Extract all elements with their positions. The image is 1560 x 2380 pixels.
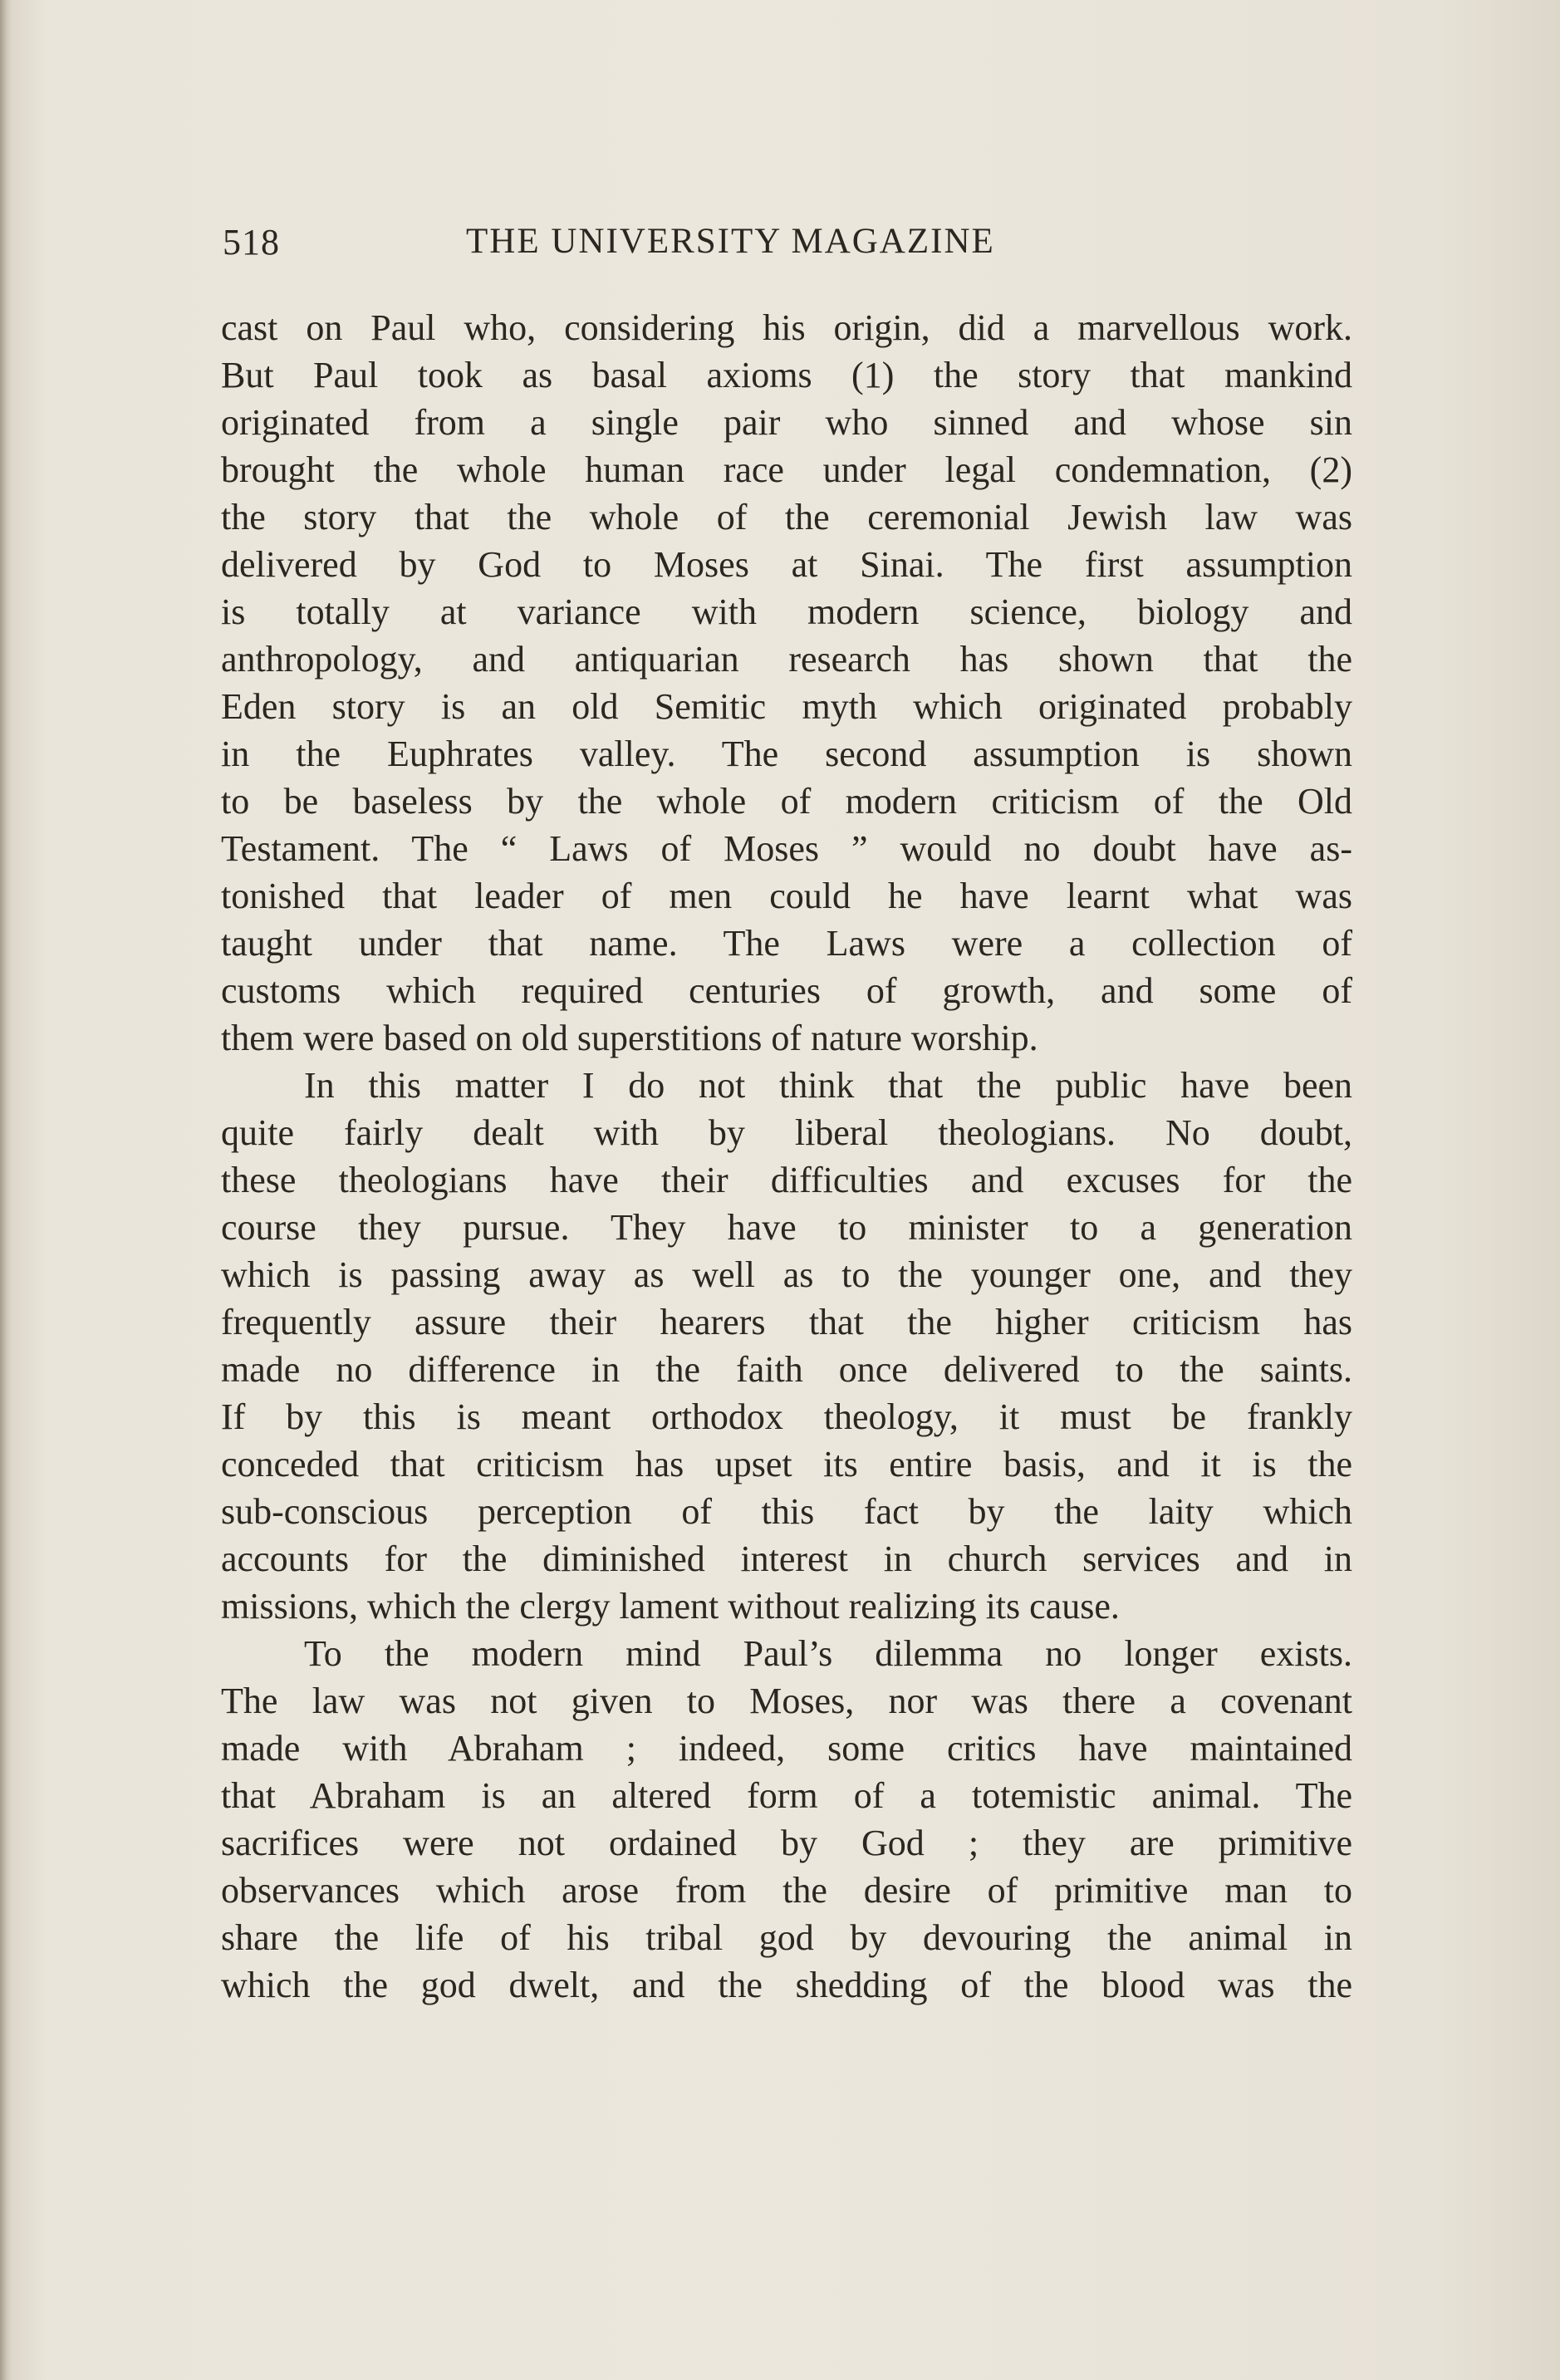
text-line: that Abraham is an altered form of a totemistic animal. The — [221, 1775, 1352, 1816]
text-line: Eden story is an old Semitic myth which originated probably — [221, 686, 1352, 727]
text-line: quite fairly dealt with by liberal theologians. No doubt, — [221, 1112, 1352, 1153]
text-line: If by this is meant orthodox theology, it must be frankly — [221, 1396, 1352, 1437]
text-line: The law was not given to Moses, nor was there a covenant — [221, 1681, 1352, 1721]
text-line: in the Euphrates valley. The second assumption is shown — [221, 734, 1352, 774]
text-line: sacrifices were not ordained by God ; they are primitive — [221, 1823, 1352, 1863]
text-line: to be baseless by the whole of modern criticism of the Old — [221, 781, 1352, 822]
text-line: the story that the whole of the ceremonial Jewish law was — [221, 497, 1352, 537]
text-line: is totally at variance with modern science, biology and — [221, 591, 1352, 632]
page-binding-edge — [0, 0, 12, 2380]
text-line: To the modern mind Paul’s dilemma no longer exists. — [304, 1633, 1352, 1674]
text-line: made with Abraham ; indeed, some critics have maintained — [221, 1728, 1352, 1769]
body-text — [221, 304, 1359, 2009]
text-line: share the life of his tribal god by devouring the animal in — [221, 1917, 1352, 1958]
page-header — [223, 221, 1110, 279]
text-line: tonished that leader of men could he have learnt what was — [221, 876, 1352, 916]
text-line: them were based on old superstitions of nature worship. — [221, 1018, 1038, 1058]
text-line: anthropology, and antiquarian research has shown that the — [221, 639, 1352, 680]
text-line: In this matter I do not think that the public have been — [304, 1065, 1352, 1106]
text-line: made no difference in the faith once delivered to the saints. — [221, 1349, 1352, 1390]
text-line: accounts for the diminished interest in church services and in — [221, 1538, 1352, 1579]
text-line: conceded that criticism has upset its entire basis, and it is the — [221, 1444, 1352, 1484]
text-line: observances which arose from the desire of primitive man to — [221, 1870, 1352, 1911]
text-line: course they pursue. They have to minister to a generation — [221, 1207, 1352, 1248]
text-line: originated from a single pair who sinned and whose sin — [221, 402, 1352, 443]
text-line: Testament. The “ Laws of Moses ” would no doubt have as- — [221, 828, 1352, 869]
text-line: sub-conscious perception of this fact by the laity which — [221, 1491, 1352, 1532]
page-number: 518 — [223, 222, 280, 263]
text-line: frequently assure their hearers that the higher criticism has — [221, 1302, 1352, 1342]
text-line: cast on Paul who, considering his origin, did a marvellous work. — [221, 307, 1352, 348]
text-line: missions, which the clergy lament without realizing its cause. — [221, 1586, 1120, 1627]
text-line: which the god dwelt, and the shedding of the blood was the — [221, 1965, 1352, 2005]
text-line: which is passing away as well as to the younger one, and they — [221, 1254, 1352, 1295]
text-line: customs which required centuries of growth, and some of — [221, 970, 1352, 1011]
running-title: THE UNIVERSITY MAGAZINE — [466, 222, 995, 261]
text-line: taught under that name. The Laws were a collection of — [221, 923, 1352, 964]
text-line: But Paul took as basal axioms (1) the story that mankind — [221, 355, 1352, 395]
text-line: brought the whole human race under legal condemnation, (2) — [221, 449, 1352, 490]
text-line: these theologians have their difficulties and excuses for the — [221, 1160, 1352, 1200]
text-line: delivered by God to Moses at Sinai. The first assumption — [221, 544, 1352, 585]
